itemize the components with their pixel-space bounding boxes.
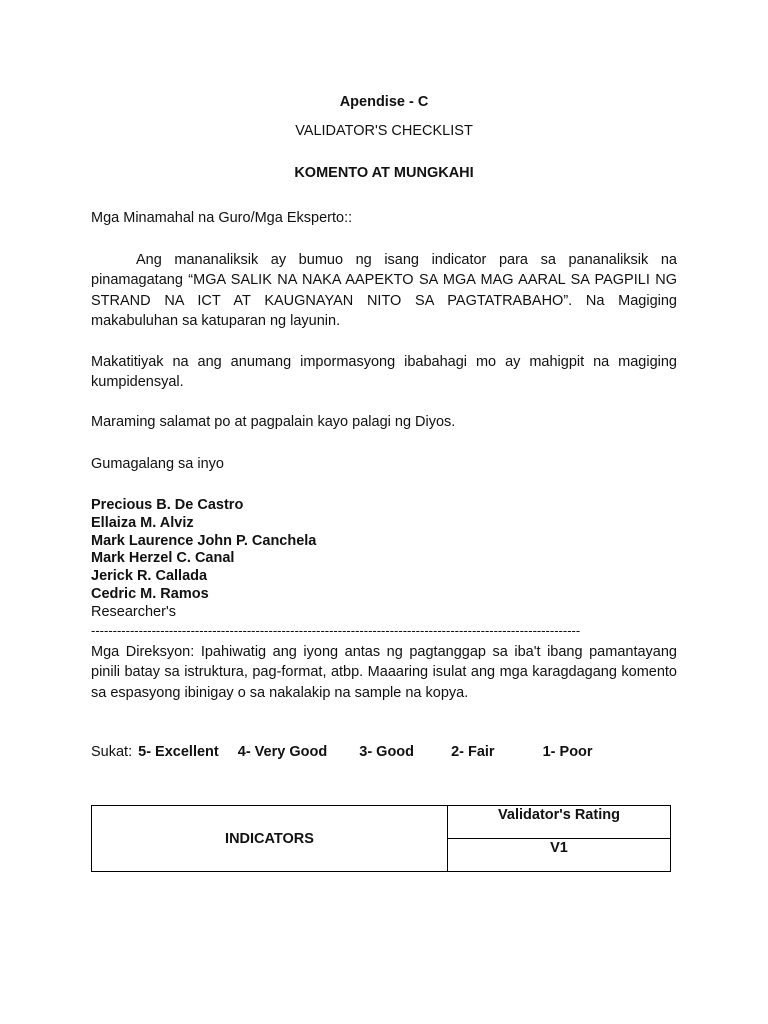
scale-item-4: 4- Very Good <box>237 744 328 760</box>
researcher-name: Precious B. De Castro <box>91 497 244 513</box>
researcher-name: Cedric M. Ramos <box>91 585 209 602</box>
section-title: KOMENTO AT MUNGKAHI <box>294 165 474 181</box>
appendix-title: Apendise - C <box>339 94 429 110</box>
researcher-name: Mark Herzel C. Canal <box>91 550 235 567</box>
scale-item-1: 1- Poor <box>542 744 593 760</box>
indicators-table <box>91 805 671 872</box>
directions-paragraph: Mga Direksyon: Ipahiwatig ang iyong antas ng pagtanggap sa iba't ibang pamantayang pinili batay sa istruktura, pag-format, atbp. Maaaring isulat ang mga karagdagang komento sa espasyong ibinigay o sa nakalakip na sample na kopya. <box>91 644 677 701</box>
scale-item-2: 2- Fair <box>451 744 495 760</box>
researcher-name: Mark Laurence John P. Canchela <box>91 532 317 549</box>
scale-item-3: 3- Good <box>359 744 415 760</box>
researcher-name: Jerick R. Callada <box>91 568 208 585</box>
researchers-label: Researcher's <box>91 603 176 620</box>
thanks-line: Maraming salamat po at pagpalain kayo palagi ng Diyos. <box>91 414 456 430</box>
separator-line: ----------------------------------------------------------------------------------------------------------------- <box>91 624 581 638</box>
indicators-header: INDICATORS <box>92 806 448 872</box>
salutation: Mga Minamahal na Guro/Mga Eksperto:: <box>91 210 353 226</box>
rating-header: Validator's Rating <box>448 806 671 839</box>
closing-line: Gumagalang sa inyo <box>91 456 224 472</box>
confidentiality-paragraph: Makatitiyak na ang anumang impormasyong ibabahagi mo ay mahigpit na magiging kumpidensyal. <box>91 354 677 391</box>
researcher-list <box>91 497 316 622</box>
validator-column-header: V1 <box>448 839 671 872</box>
scale-label: Sukat: <box>91 744 133 760</box>
rating-scale <box>91 744 593 760</box>
scale-item-5: 5- Excellent <box>138 744 219 760</box>
checklist-title: VALIDATOR'S CHECKLIST <box>295 123 473 139</box>
intro-paragraph: Ang mananaliksik ay bumuo ng isang indicator para sa pananaliksik na pinamagatang “MGA SALIK NA NAKA AAPEKTO SA MGA MAG AARAL SA PAGPILI NG STRAND NA ICT AT KAUGNAYAN NITO SA PAGTATRABAHO”. Na Magiging makabuluhan sa katuparan ng layunin. <box>91 252 677 329</box>
researcher-name: Ellaiza M. Alviz <box>91 514 194 531</box>
